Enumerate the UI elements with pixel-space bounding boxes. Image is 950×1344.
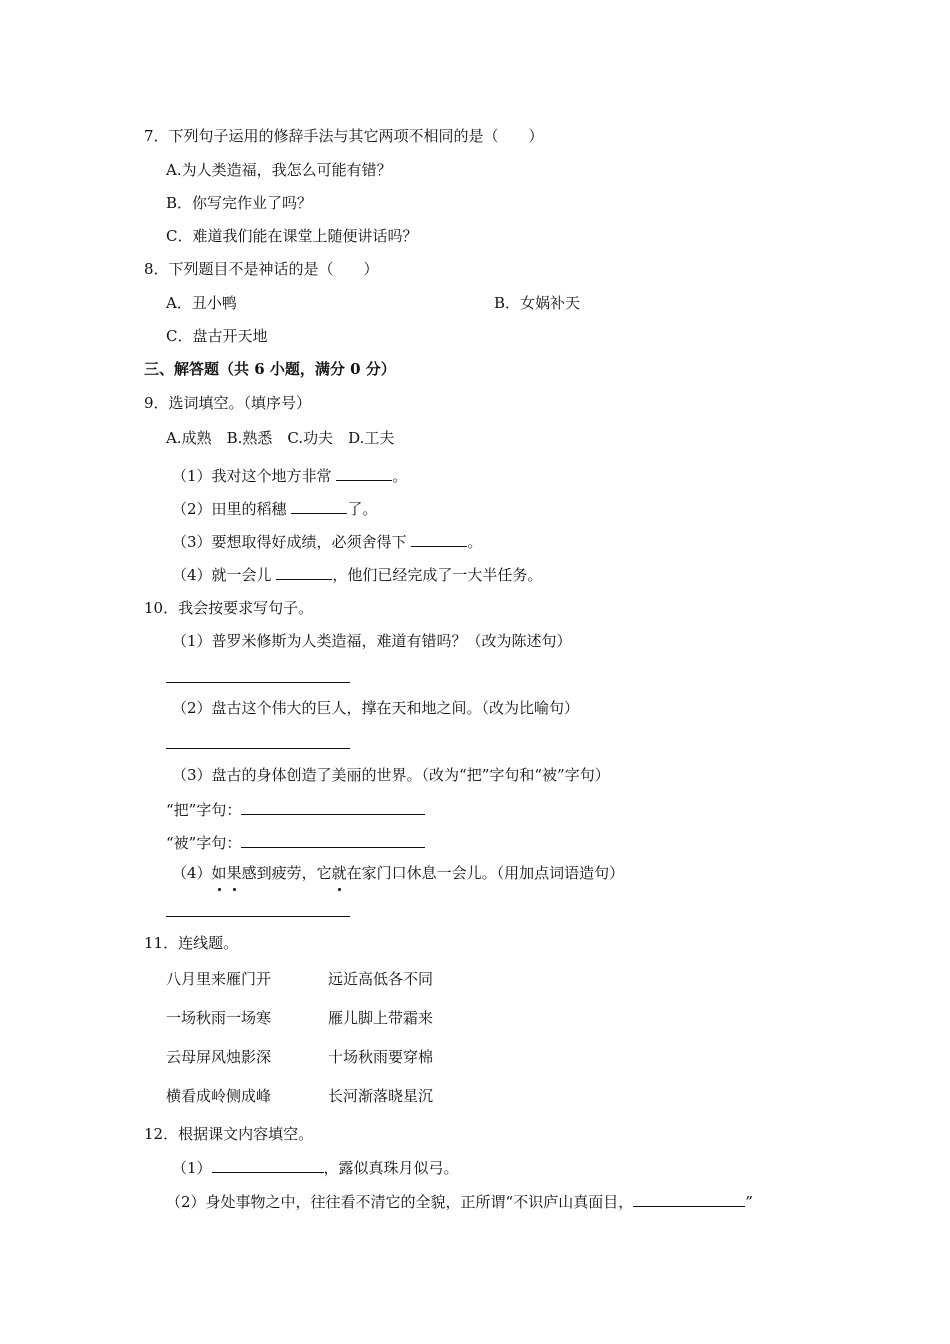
q9-item-text: ，他们已经完成了一大半任务。 [332, 566, 543, 584]
q8-option-a: A．丑小鸭 [166, 294, 237, 312]
q9-item-text: 。 [392, 467, 408, 485]
answer-blank[interactable] [241, 799, 425, 815]
text: （1） [172, 1159, 212, 1177]
text: 感到疲劳，它 [241, 864, 332, 882]
matching-right-item[interactable]: 十场秋雨要穿棉 [328, 1048, 434, 1066]
q9-item-text: （2）田里的稻穗 [172, 500, 292, 518]
dotted-word: 就 [331, 864, 347, 882]
q7-option-b: B．你写完作业了吗？ [166, 194, 313, 212]
q12-stem: 12．根据课文内容填空。 [144, 1125, 314, 1143]
q9-item-text: 。 [467, 533, 483, 551]
ba-label: “把”字句： [166, 801, 242, 819]
answer-line[interactable] [166, 682, 350, 683]
q9-item-text: （4）就一会儿 [172, 566, 277, 584]
q10-bei-sentence [166, 832, 425, 853]
matching-left-item[interactable]: 横看成岭侧成峰 [166, 1087, 272, 1105]
q9-item-text: 了。 [347, 500, 378, 518]
q11-stem: 11．连线题。 [144, 934, 239, 952]
q7-option-c: C．难道我们能在课堂上随便讲话吗？ [166, 227, 418, 245]
q9-item-1 [172, 465, 407, 486]
q10-item-3: （3）盘古的身体创造了美丽的世界。（改为“把”字句和“被”字句） [172, 766, 610, 784]
text: ，露似真珠月似弓。 [323, 1159, 459, 1177]
q12-item-2 [166, 1191, 753, 1212]
q10-ba-sentence [166, 799, 425, 820]
answer-blank[interactable] [212, 1157, 324, 1173]
q10-item-4 [172, 863, 624, 883]
q9-item-2 [172, 498, 377, 519]
q9-item-text: （1）我对这个地方非常 [172, 467, 337, 485]
matching-left-item[interactable]: 八月里来雁门开 [166, 970, 272, 988]
answer-blank[interactable] [411, 531, 467, 547]
text: （2）身处事物之中，往往看不清它的全貌，正所谓“不识庐山真面目， [166, 1193, 634, 1211]
answer-blank[interactable] [633, 1191, 745, 1207]
matching-left-item[interactable]: 一场秋雨一场寒 [166, 1009, 272, 1027]
q9-stem: 9．选词填空。（填序号） [144, 394, 312, 412]
dotted-word: 果 [226, 864, 242, 882]
matching-right-item[interactable]: 长河渐落晓星沉 [328, 1087, 434, 1105]
answer-blank[interactable] [336, 465, 392, 481]
answer-line[interactable] [166, 916, 350, 917]
bei-label: “被”字句： [166, 834, 242, 852]
q9-item-3 [172, 531, 482, 552]
q10-item-1: （1）普罗米修斯为人类造福，难道有错吗？（改为陈述句） [172, 632, 572, 650]
q9-choices: A.成熟 B.熟悉 C.功夫 D.工夫 [166, 429, 395, 447]
answer-line[interactable] [166, 748, 350, 749]
q9-item-text: （3）要想取得好成绩，必须舍得下 [172, 533, 412, 551]
text: ” [745, 1193, 753, 1211]
matching-right-item[interactable]: 远近高低各不同 [328, 970, 434, 988]
q9-item-4 [172, 564, 542, 585]
answer-blank[interactable] [241, 832, 425, 848]
matching-right-item[interactable]: 雁儿脚上带霜来 [328, 1009, 434, 1027]
q12-item-1 [172, 1157, 459, 1178]
section-title: 三、解答题（共 6 小题，满分 0 分） [144, 360, 396, 378]
text: 在家门口休息一会儿。（用加点词语造句） [346, 864, 625, 882]
q10-stem: 10．我会按要求写句子。 [144, 599, 314, 617]
q10-item-2: （2）盘古这个伟大的巨人，撑在天和地之间。（改为比喻句） [172, 699, 580, 717]
matching-left-item[interactable]: 云母屏风烛影深 [166, 1048, 272, 1066]
q7-option-a: A.为人类造福，我怎么可能有错？ [166, 161, 392, 179]
q7-stem: 7．下列句子运用的修辞手法与其它两项不相同的是（ ） [144, 127, 544, 145]
q8-option-b: B．女娲补天 [494, 294, 581, 312]
text: （4） [172, 864, 212, 882]
answer-blank[interactable] [276, 564, 332, 580]
answer-blank[interactable] [291, 498, 347, 514]
dotted-word: 如 [211, 864, 227, 882]
q8-stem: 8．下列题目不是神话的是（ ） [144, 260, 379, 278]
q8-option-c: C．盘古开天地 [166, 327, 268, 345]
